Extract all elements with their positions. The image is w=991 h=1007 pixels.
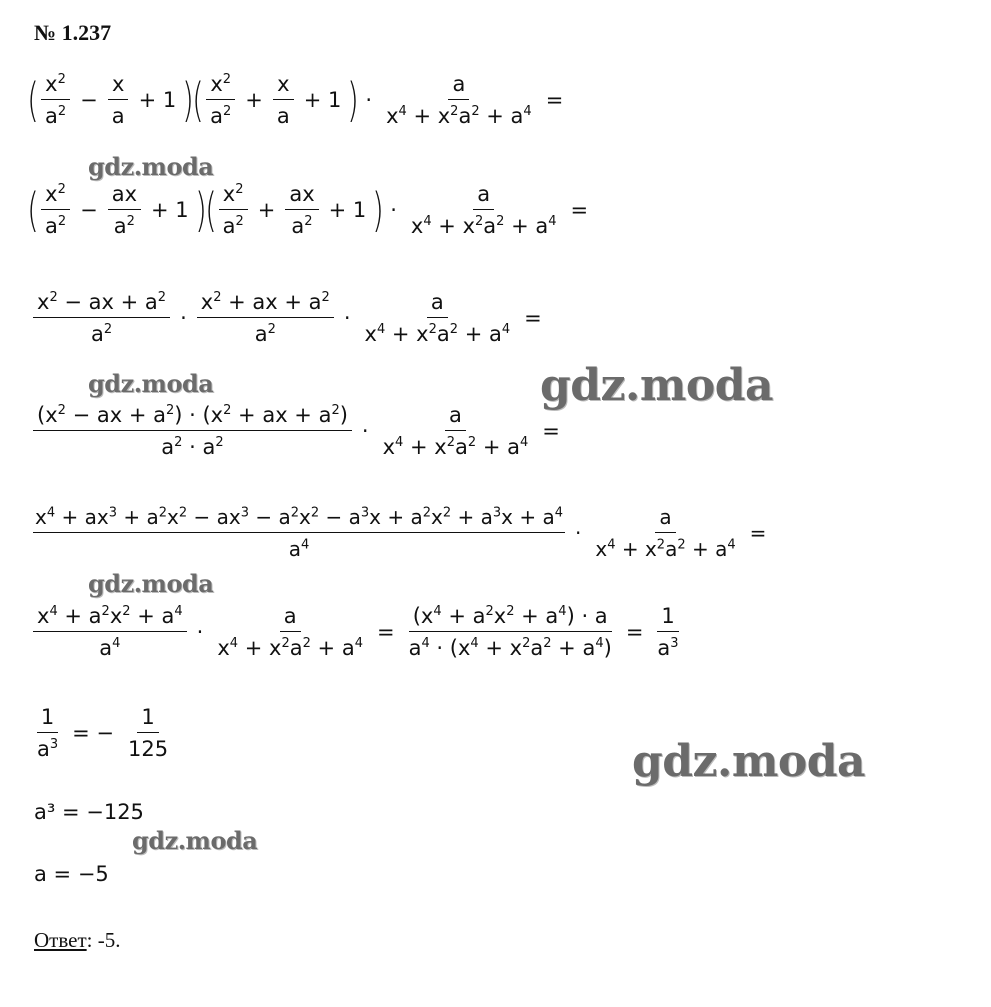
equation-line-5: $\frac{x^4 + ax^3 + a^2x^2 - ax^3 - a^2x^2 - a^3x + a^2x^2 + a^3x + a^4}{a^4}$ · $\frac{a}{x^4 + x^2a^2 + a^4}$ = — [35, 505, 767, 561]
equation-line-6: $\frac{x^4 + a^2x^2 + a^4}{a^4}$ · $\frac{a}{x^4 + x^2a^2 + a^4}$ = $\frac{(x^4 + a^2x^2 + a^4) \cdot a}{a^4 \cdot (x^4 + x^2a^2 + a^4)}$ = $\frac{1}{a^3}$ — [30, 604, 686, 660]
problem-number: № 1.237 — [34, 20, 112, 45]
equation-line-8: a³ = −125 — [34, 800, 144, 824]
watermark-logo: gdz.moda — [132, 826, 258, 855]
answer-value: : -5. — [86, 928, 121, 952]
watermark-logo: gdz.moda — [88, 152, 214, 181]
watermark-logo: gdz.moda — [88, 369, 214, 398]
equation-line-2: ( $\frac{x^2}{a^2}$ − $\frac{ax}{a^2}$ + 1 ) ( $\frac{x^2}{a^2}$ + $\frac{ax}{a^2}$ + 1 ) · $\frac{a}{x^4 + x^2a^2 + a^4}$ = — [27, 182, 589, 238]
watermark-logo: gdz.moda — [540, 360, 774, 411]
equation-line-1: ( $\frac{x^2}{a^2}$ − $\frac{x}{a}$ + 1 ) ( $\frac{x^2}{a^2}$ + $\frac{x}{a}$ + 1 ) · $\frac{a}{x^4 + x^2a^2 + a^4}$ = — [27, 72, 564, 128]
answer — [34, 928, 120, 953]
equation-line-4: $\frac{(x^2 - ax + a^2) \cdot (x^2 + ax + a^2)}{a^2 \cdot a^2}$ · $\frac{a}{x^4 + x^2a^2 + a^4}$ = — [30, 403, 567, 459]
answer-label: Ответ — [34, 928, 87, 952]
watermark-logo: gdz.moda — [632, 736, 866, 787]
equation-line-9: a = −5 — [34, 862, 109, 886]
watermark-logo: gdz.moda — [88, 569, 214, 598]
equation-line-7: $\frac{1}{a^3}$ = − $\frac{1}{125}$ — [37, 705, 169, 761]
equation-line-3: $\frac{x^2 - ax + a^2}{a^2}$ · $\frac{x^2 + ax + a^2}{a^2}$ · $\frac{a}{x^4 + x^2a^2 + a^4}$ = — [30, 290, 549, 346]
